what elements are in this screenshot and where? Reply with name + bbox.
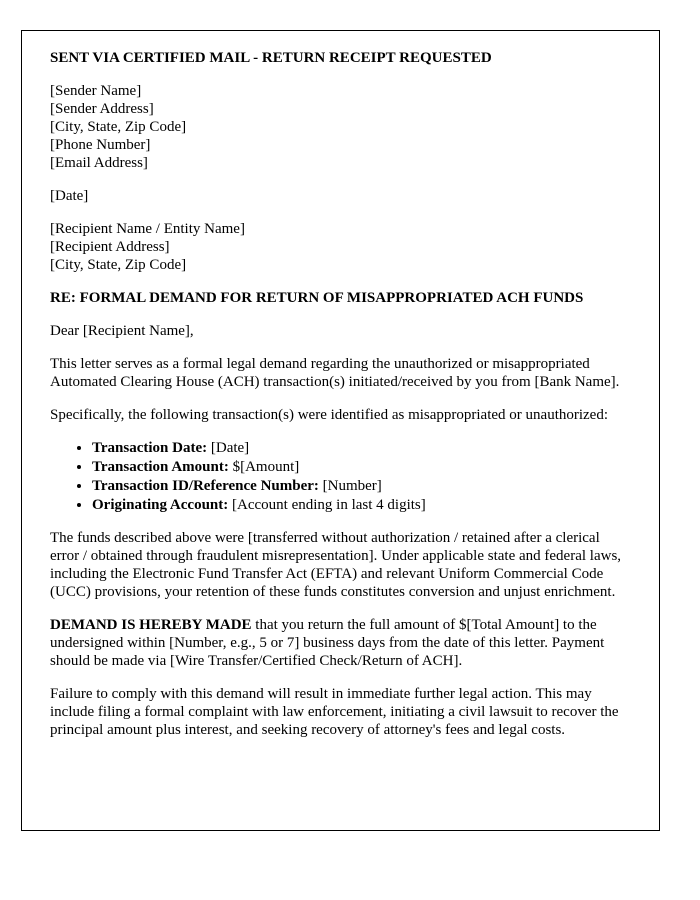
recipient-city-state-zip: [City, State, Zip Code] (50, 257, 187, 273)
specifics-paragraph: Specifically, the following transaction(s) were identified as misappropriated or unauthorized: (50, 407, 609, 423)
bullet-label: Transaction Date: (92, 440, 208, 456)
list-item (92, 477, 631, 495)
bullet-label: Transaction ID/Reference Number: (92, 478, 319, 494)
recipient-address: [Recipient Address] (50, 239, 170, 255)
bullet-value: [Account ending in last 4 digits] (228, 497, 426, 513)
sender-address: [Sender Address] (50, 101, 154, 117)
recipient-name: [Recipient Name / Entity Name] (50, 221, 245, 237)
sender-phone: [Phone Number] (50, 137, 151, 153)
demand-paragraph (50, 616, 631, 670)
bullet-value: [Date] (207, 440, 250, 456)
bullet-value: $[Amount] (228, 459, 300, 475)
bullet-label: Transaction Amount: (92, 459, 229, 475)
legal-basis-paragraph: The funds described above were [transferred without authorization / retained after a clerical error / obtained through fraudulent misrepresentation]. Under applicable state and federal laws, including the Electronic Fund Transfer Act (EFTA) and relevant Uniform Commercial Code (UCC) provisions, your retention of these funds constitutes conversion and unjust enrichment. (50, 530, 622, 600)
subject-line: RE: FORMAL DEMAND FOR RETURN OF MISAPPROPRIATED ACH FUNDS (50, 290, 584, 306)
list-item (92, 458, 631, 476)
letter-date: [Date] (50, 188, 89, 204)
certified-mail-header: SENT VIA CERTIFIED MAIL - RETURN RECEIPT REQUESTED (50, 50, 492, 66)
salutation: Dear [Recipient Name], (50, 323, 194, 339)
list-item (92, 439, 631, 457)
bullet-value: [Number] (318, 478, 382, 494)
bullet-label: Originating Account: (92, 497, 229, 513)
list-item (92, 496, 631, 514)
recipient-address-block (50, 220, 631, 274)
letter-page (21, 30, 660, 831)
sender-address-block (50, 82, 631, 172)
demand-rest-text: that you return the full amount of $[Total Amount] to the undersigned within [Number, e.g., 5 or 7] business days from the date of this letter. Payment should be made via [Wire Transfer/Certified Check/Return of ACH]. (50, 617, 605, 669)
sender-email: [Email Address] (50, 155, 148, 171)
transaction-detail-list (50, 439, 631, 514)
intro-paragraph: This letter serves as a formal legal demand regarding the unauthorized or misappropriated Automated Clearing House (ACH) transaction(s) initiated/received by you from [Bank Name]. (50, 356, 620, 390)
letter-content (50, 49, 631, 739)
demand-bold-text: DEMAND IS HEREBY MADE (50, 617, 252, 633)
failure-to-comply-paragraph: Failure to comply with this demand will result in immediate further legal action. This may include filing a formal complaint with law enforcement, initiating a civil lawsuit to recover the principal amount plus interest, and seeking recovery of attorney's fees and legal costs. (50, 686, 619, 738)
sender-city-state-zip: [City, State, Zip Code] (50, 119, 187, 135)
sender-name: [Sender Name] (50, 83, 142, 99)
